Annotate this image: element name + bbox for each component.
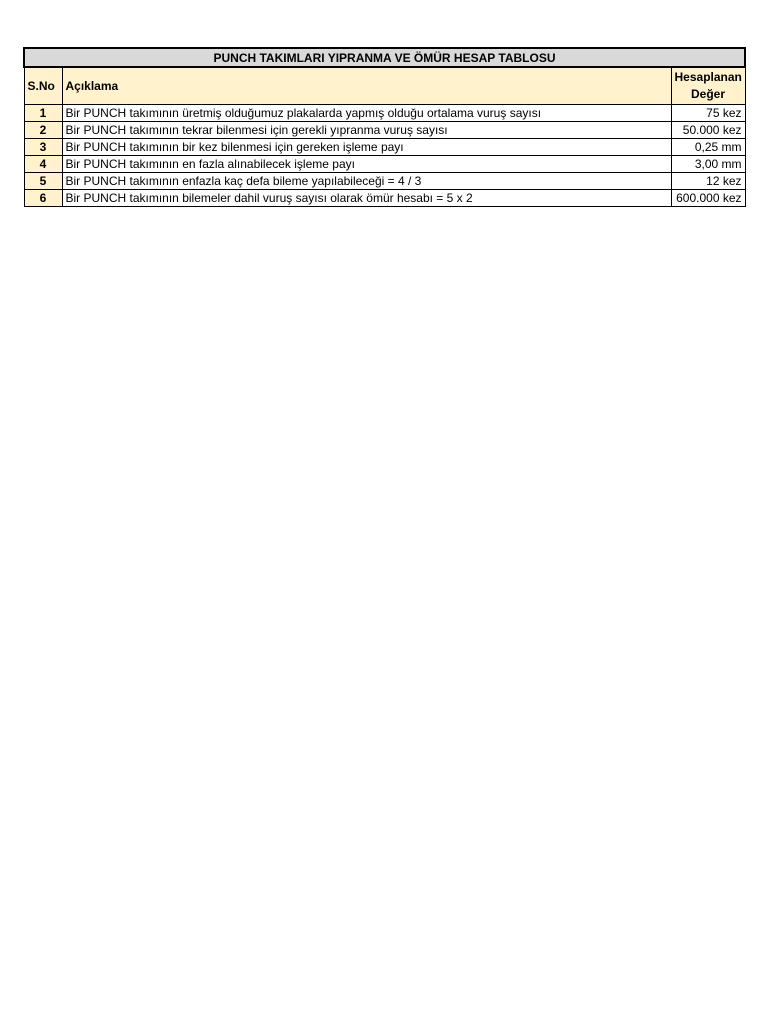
row-value: 0,25 mm [671, 139, 745, 156]
row-description: Bir PUNCH takımının tekrar bilenmesi için gerekli yıpranma vuruş sayısı [62, 122, 671, 139]
table-title-row [24, 48, 745, 67]
row-number: 2 [24, 122, 62, 139]
table-header-row [24, 67, 745, 105]
header-value-line2: Değer [690, 87, 725, 101]
header-value-line1: Hesaplanan [674, 70, 742, 84]
spreadsheet-area [23, 47, 744, 207]
row-number: 6 [24, 190, 62, 207]
table-row [24, 190, 745, 207]
row-value: 75 kez [671, 105, 745, 122]
row-description: Bir PUNCH takımının en fazla alınabilecek işleme payı [62, 156, 671, 173]
punch-wear-table [23, 47, 746, 207]
row-description: Bir PUNCH takımının bir kez bilenmesi için gereken işleme payı [62, 139, 671, 156]
table-row [24, 156, 745, 173]
row-value: 12 kez [671, 173, 745, 190]
header-description: Açıklama [62, 67, 671, 105]
row-value: 50.000 kez [671, 122, 745, 139]
row-description: Bir PUNCH takımının bilemeler dahil vuruş sayısı olarak ömür hesabı = 5 x 2 [62, 190, 671, 207]
row-number: 3 [24, 139, 62, 156]
table-row [24, 173, 745, 190]
table-title: PUNCH TAKIMLARI YIPRANMA VE ÖMÜR HESAP TABLOSU [24, 48, 745, 67]
table-row [24, 122, 745, 139]
row-description: Bir PUNCH takımının enfazla kaç defa bileme yapılabileceği = 4 / 3 [62, 173, 671, 190]
row-number: 5 [24, 173, 62, 190]
table-row [24, 105, 745, 122]
row-number: 1 [24, 105, 62, 122]
row-value: 3,00 mm [671, 156, 745, 173]
row-number: 4 [24, 156, 62, 173]
row-description: Bir PUNCH takımının üretmiş olduğumuz plakalarda yapmış olduğu ortalama vuruş sayısı [62, 105, 671, 122]
table-row [24, 139, 745, 156]
row-value: 600.000 kez [671, 190, 745, 207]
header-sno: S.No [24, 67, 62, 105]
header-value [671, 67, 745, 105]
